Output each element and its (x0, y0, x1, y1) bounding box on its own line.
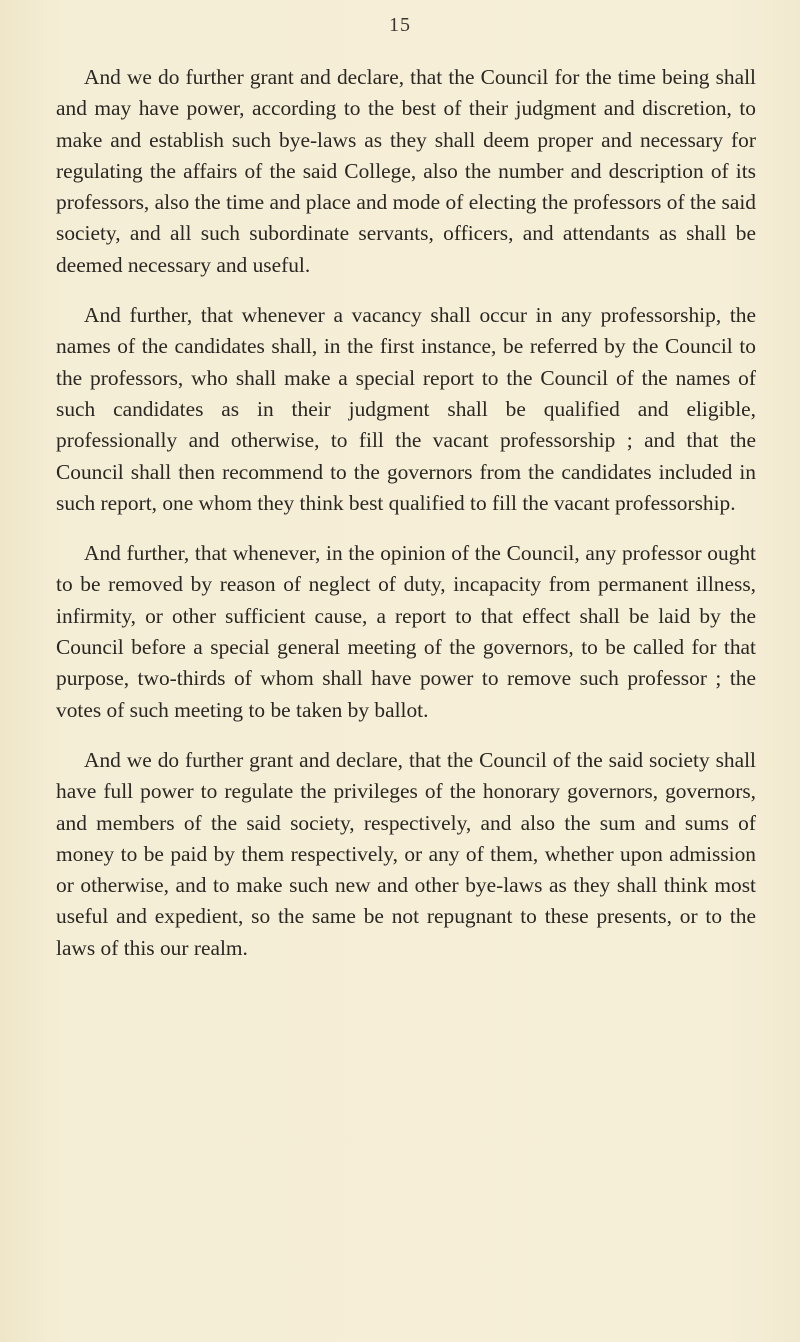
page-number: 15 (389, 14, 411, 36)
body-text (56, 62, 756, 964)
paragraph-removal: And further, that whenever, in the opinion of the Council, any professor ought to be removed by reason of neglect of duty, incapacity from permanent illness, infirmity, or other sufficient cause, a report to that effect shall be laid by the Council before a special general meeting of the governors, to be called for that purpose, two-thirds of whom shall have power to remove such professor ; the votes of such meeting to be taken by ballot. (56, 541, 756, 722)
paragraph-vacancy: And further, that whenever a vacancy shall occur in any professorship, the names of the candidates shall, in the first instance, be referred by the Council to the professors, who shall make a special report to the Council of the names of such candidates as in their judgment shall be qualified and eligible, professionally and otherwise, to fill the vacant professorship ; and that the Council shall then recommend to the governors from the candidates included in such report, one whom they think best qualified to fill the vacant professorship. (56, 303, 756, 515)
paragraph-privileges: And we do further grant and declare, that the Council of the said society shall have full power to regulate the privileges of the honorary governors, governors, and members of the said society, respectively, and also the sum and sums of money to be paid by them respectively, or any of them, whether upon admission or otherwise, and to make such new and other bye-laws as they shall think most useful and expedient, so the same be not repugnant to these presents, or to the laws of this our realm. (56, 747, 756, 960)
paragraph-bye-laws: And we do further grant and declare, that the Council for the time being shall and may have power, according to the best of their judgment and discretion, to make and establish such bye-laws as they shall deem proper and necessary for regulating the affairs of the said College, also the number and description of its professors, also the time and place and mode of electing the professors of the said society, and all such subordinate servants, officers, and attendants as shall be deemed necessary and useful. (56, 65, 756, 277)
